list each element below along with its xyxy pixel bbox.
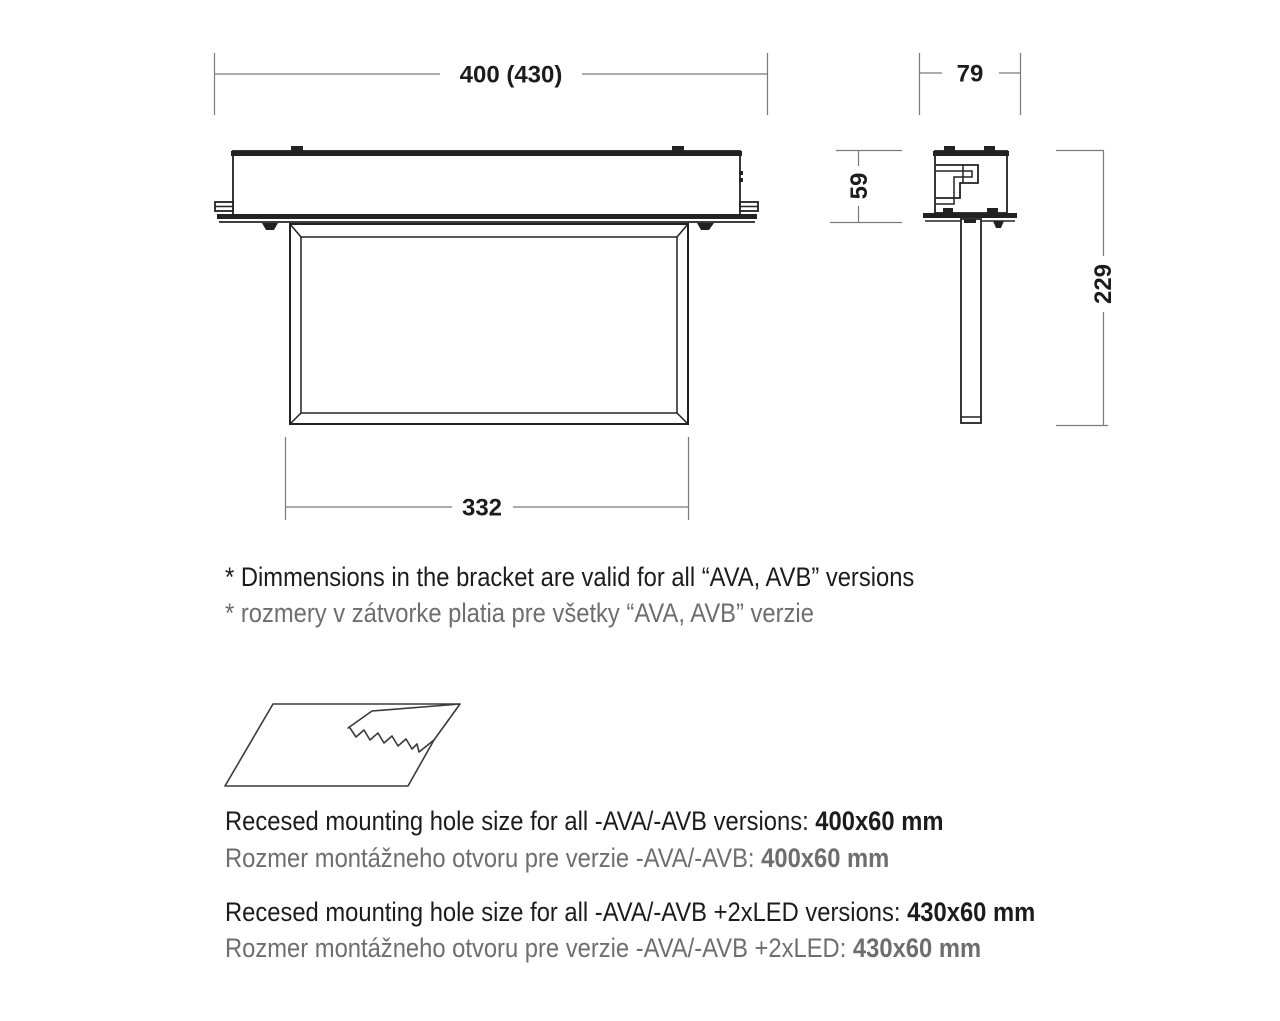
front-view [215,146,758,424]
screw-bump [697,223,714,230]
housing-top-tab [672,146,684,151]
housing-edge-mark [739,171,743,175]
housing-outline [233,151,740,215]
dim-label-front-width: 400 (430) [459,61,563,89]
hole-note-2-en [225,896,1035,928]
housing-top-tab [291,146,303,151]
hole-note-2-en-size: 430x60 mm [907,897,1036,927]
dim-panel-width [286,437,689,522]
dim-overall-height [1056,151,1117,426]
cutout-panel-outline [225,704,460,786]
sign-panel-outer [290,224,688,424]
side-top-tab [984,146,995,151]
housing-edge-mark [739,178,743,182]
dim-label-side-width: 79 [956,60,984,88]
blade-top-nub [964,219,976,223]
dim-label-panel-width: 332 [461,494,503,522]
mounting-plate [217,214,757,219]
hole-note-1-en-size: 400x60 mm [815,806,944,836]
side-mounting-plate [923,213,1017,218]
hole-note-1-sk [225,842,889,874]
side-plate-tab [943,208,953,213]
hole-note-1-sk-text: Rozmer montážneho otvoru pre verzie -AVA/-AVB: [225,843,762,873]
hole-note-1-sk-size: 400x60 mm [761,843,890,873]
dim-label-overall-height: 229 [1090,263,1117,305]
hole-note-2-sk-size: 430x60 mm [852,933,982,963]
bracket-note-sk: * rozmery v zátvorke platia pre všetky “AVA, AVB” verzie [225,598,814,628]
dim-label-housing-height: 59 [846,172,873,200]
panel-blade [961,219,981,423]
screw-bump [262,223,278,230]
hole-note-2-sk [225,932,981,964]
cutout-torn-edge [350,728,434,752]
dim-housing-height [830,151,902,223]
dim-side-width [920,53,1021,115]
side-screw-bump [993,221,1004,228]
hole-note-2-en-text: Recesed mounting hole size for all -AVA/-AVB +2xLED versions: [225,897,908,927]
side-top-tab [944,146,955,151]
dim-front-width [215,53,768,115]
hole-note-1-en [225,805,943,837]
ceiling-cutout-icon [225,704,460,786]
bracket-note-en: * Dimmensions in the bracket are valid for all “AVA, AVB” versions [225,562,915,592]
side-view [923,146,1017,423]
side-plate-tab [987,208,998,213]
hole-note-2-sk-text: Rozmer montážneho otvoru pre verzie -AVA/-AVB +2xLED: [225,933,853,963]
hole-note-1-en-text: Recesed mounting hole size for all -AVA/-AVB versions: [225,806,816,836]
